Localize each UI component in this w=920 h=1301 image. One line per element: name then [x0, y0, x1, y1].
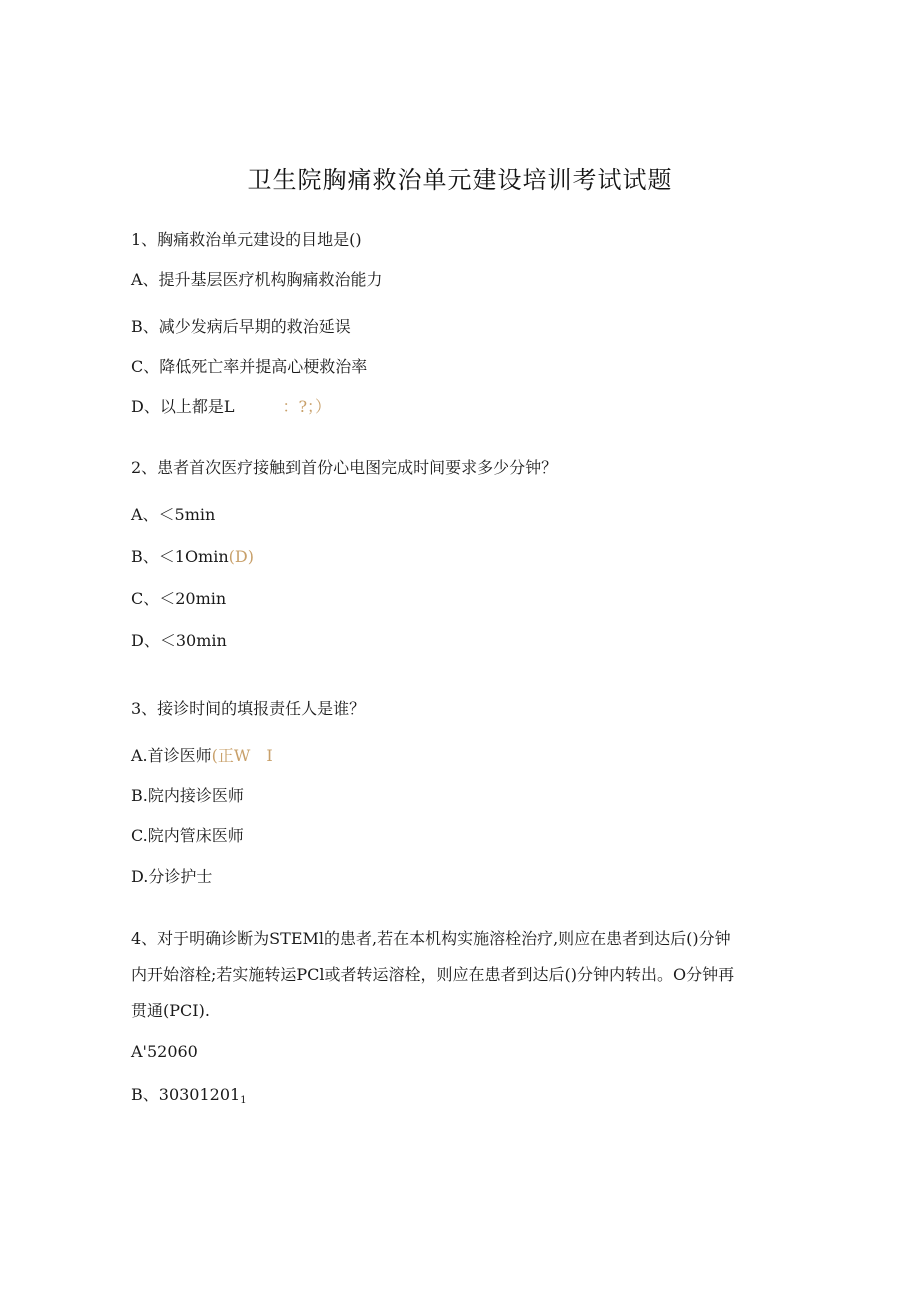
- question-3-answer-mark: (正W I: [211, 746, 273, 765]
- question-2-option-d: D、＜30min: [131, 631, 227, 650]
- question-4-stem-line-2: 内开始溶栓;若实施转运PCl或者转运溶栓，则应在患者到达后()分钟内转出。O分钟再: [131, 965, 735, 984]
- page-title: 卫生院胸痛救治单元建设培训考试试题: [247, 166, 673, 194]
- question-1-option-a: A、提升基层医疗机构胸痛救治能力: [131, 270, 383, 289]
- question-4-option-b: [131, 1082, 247, 1106]
- question-3-stem: 3、接诊时间的填报责任人是谁？: [131, 699, 366, 718]
- question-1-option-d: [131, 394, 331, 417]
- question-1-option-d-text: D、以上都是L: [131, 397, 235, 416]
- question-3-option-c: C.院内管床医师: [131, 826, 244, 845]
- question-4-stem-line-1: 4、对于明确诊断为STEMl的患者,若在本机构实施溶栓治疗,则应在患者到达后()分钟: [131, 929, 731, 948]
- question-2-option-b: [131, 544, 254, 567]
- question-3-option-d: D.分诊护士: [131, 867, 213, 886]
- question-4-option-a: A'52060: [131, 1042, 198, 1061]
- question-1-answer-mark: ：?；）: [282, 397, 332, 416]
- question-1-option-c: C、降低死亡率并提高心梗救治率: [131, 357, 368, 376]
- question-1-stem: 1、胸痛救治单元建设的目地是(): [131, 230, 362, 249]
- question-3-option-a-text: A.首诊医师: [131, 746, 212, 765]
- question-3-option-b: B.院内接诊医师: [131, 786, 244, 805]
- question-4-stem-line-3: 贯通(PCI).: [131, 1001, 210, 1020]
- question-2-option-b-text: B、＜1Omin: [131, 547, 229, 566]
- question-2-stem: 2、患者首次医疗接触到首份心电图完成时间要求多少分钟？: [131, 458, 558, 477]
- question-2-option-a: A、＜5min: [131, 505, 216, 524]
- question-4-option-b-text: B、30301201: [131, 1085, 241, 1104]
- question-1-option-b: B、减少发病后早期的救治延误: [131, 317, 351, 336]
- question-2-option-c: C、＜20min: [131, 589, 227, 608]
- question-2-answer-mark: (D): [228, 547, 254, 566]
- question-3-option-a: [131, 743, 273, 766]
- question-4-option-b-subscript: 1: [240, 1095, 247, 1106]
